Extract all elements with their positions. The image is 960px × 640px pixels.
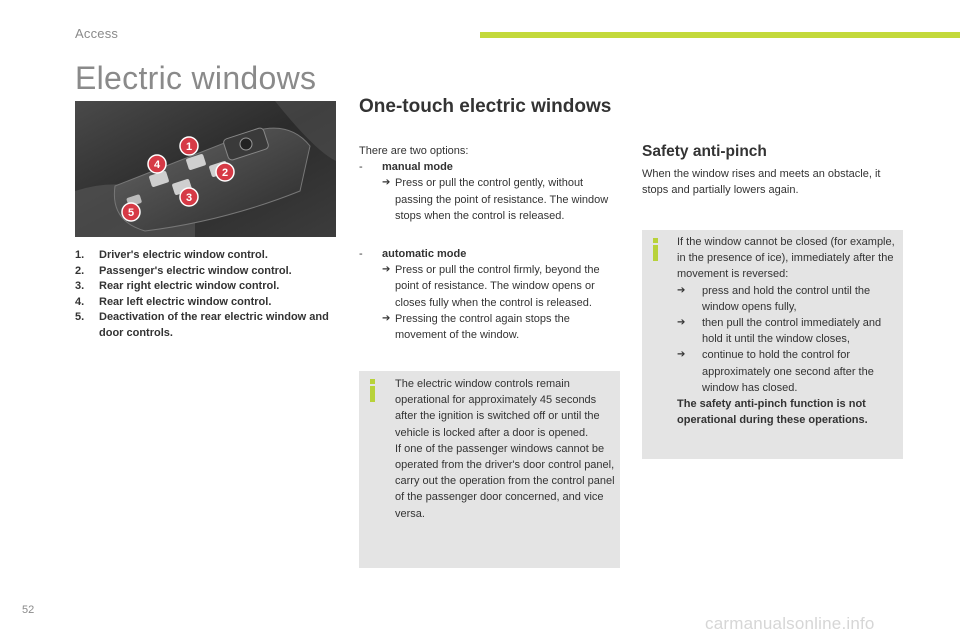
arrow-bullet-icon: ➔ [677, 317, 686, 329]
door-control-photo [75, 101, 336, 237]
page-title: Electric windows [75, 60, 317, 96]
door-panel-illustration [75, 101, 336, 237]
badge-2 [215, 162, 235, 187]
safety-description: When the window rises and meets an obstacle, it stops and partially lowers again. [642, 168, 881, 197]
list-item: 3. Rear right electric window control. [75, 280, 280, 293]
options-manual [359, 143, 619, 224]
list-item: ➔ then pull the control immediately and hold it until the window closes, [677, 315, 899, 347]
number-badge-3 [179, 187, 199, 207]
info-text: The electric window controls remain operational for approximately 45 seconds after the ignition is switched off or until the vehicle is locked after a door is opened. If one of the passenger windows cannot be operated from the driver's door control panel, carry out the operation from the control panel of the passenger door concerned, and vice versa. [395, 378, 615, 520]
section-heading-one-touch: One-touch electric windows [359, 96, 612, 117]
list-item: ➔ Pressing the control again stops the movement of the window. [359, 311, 621, 343]
badge-5 [121, 202, 141, 227]
badge-1 [179, 136, 199, 161]
svg-text:1: 1 [185, 141, 193, 153]
options-intro: There are two options: [359, 145, 469, 157]
section-label: Access [75, 26, 119, 41]
list-item: 4. Rear left electric window control. [75, 295, 272, 308]
watermark: carmanualsonline.info [705, 614, 875, 633]
options-automatic [359, 246, 621, 343]
number-badge-1 [179, 136, 199, 156]
badge-3 [179, 187, 199, 212]
list-item: ➔ Press or pull the control gently, without passing the point of resistance. The window stops when the control is released. [359, 175, 619, 224]
list-item: 2. Passenger's electric window control. [75, 264, 292, 277]
list-item: 5. Deactivation of the rear electric window and door controls. [75, 311, 329, 339]
info-icon [369, 379, 377, 402]
arrow-bullet-icon: ➔ [382, 264, 391, 276]
svg-text:4: 4 [153, 159, 161, 171]
info-box-timer [359, 371, 620, 568]
accent-bar [480, 32, 960, 38]
info-box-anti-pinch [642, 230, 903, 459]
arrow-bullet-icon: ➔ [677, 349, 686, 361]
number-badge-4 [147, 154, 167, 174]
page-number: 52 [22, 604, 35, 616]
list-item: ➔ press and hold the control until the window opens fully, [677, 283, 899, 315]
svg-text:5: 5 [127, 207, 135, 219]
svg-text:3: 3 [185, 192, 193, 204]
option-automatic-label: - automatic mode [359, 248, 467, 260]
badge-4 [147, 154, 167, 179]
warning-text: The safety anti-pinch function is not operational during these operations. [677, 398, 868, 427]
arrow-bullet-icon: ➔ [677, 284, 686, 296]
callout-list [75, 248, 345, 342]
list-item: 1. Driver's electric window control. [75, 249, 268, 261]
list-item: ➔ Press or pull the control firmly, beyond the point of resistance. The window opens or closes fully when the control is released. [359, 262, 621, 311]
arrow-bullet-icon: ➔ [382, 177, 391, 189]
list-item: ➔ continue to hold the control for approximately one second after the window has closed. [677, 347, 899, 396]
number-badge-2 [215, 162, 235, 182]
section-heading-safety: Safety anti-pinch [642, 143, 767, 160]
number-badge-5 [121, 202, 141, 222]
info-text: If the window cannot be closed (for example, in the presence of ice), immediately after the movement is reversed: ➔ press and hold the control until the window opens fully, ➔ then pull the control immediately and hold it until the window closes, ➔ continue to hold the control for approximately one second after the window has closed. The safety anti-pinch function is not operational during these operations. [677, 234, 899, 428]
info-icon [652, 238, 660, 261]
svg-text:2: 2 [221, 167, 229, 179]
option-manual-label: - manual mode [359, 161, 453, 174]
arrow-bullet-icon: ➔ [382, 312, 391, 324]
